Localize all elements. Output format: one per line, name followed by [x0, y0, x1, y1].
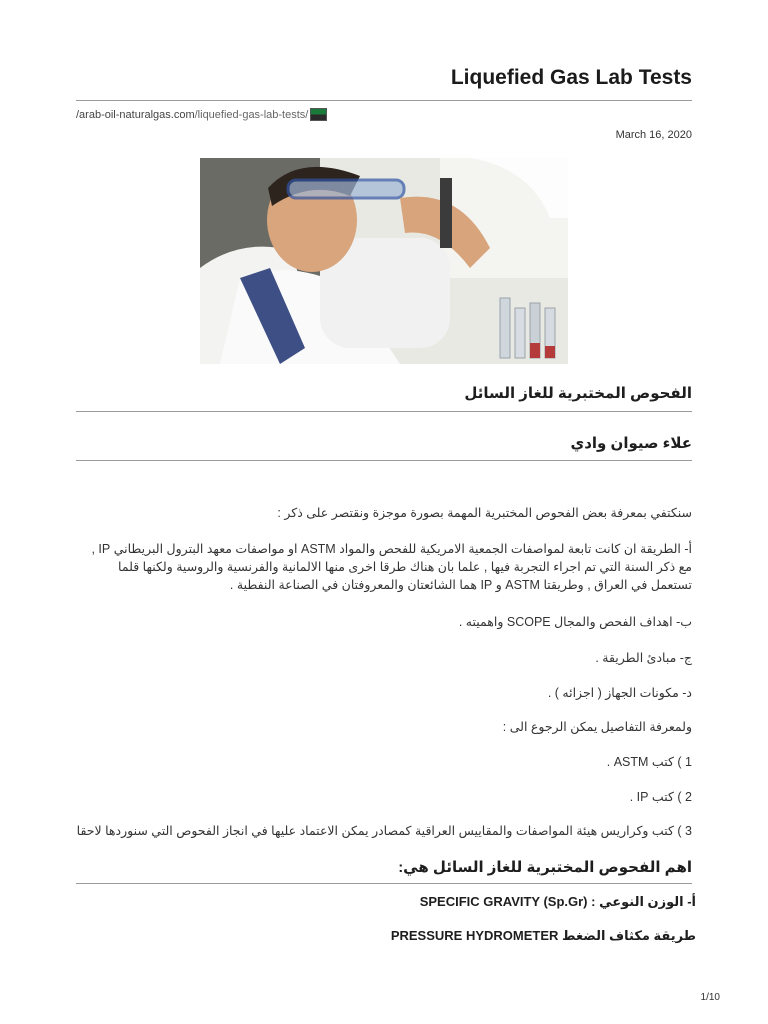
flag-icon — [310, 108, 327, 121]
author-name: علاء صيوان وادي — [570, 435, 692, 452]
lab-photo-illustration — [200, 158, 568, 364]
url-path: /liquefied-gas-lab-tests/ — [194, 108, 309, 121]
heading-divider — [76, 411, 692, 412]
source-url[interactable] — [76, 108, 327, 121]
reference-1: 1 ) كتب ASTM . — [606, 755, 692, 769]
intro-text: سنكتفي بمعرفة بعض الفحوص المختبرية المهمة بصورة موجزة ونقتصر على ذكر : — [277, 506, 692, 520]
page-number: 1/10 — [700, 992, 720, 1003]
reference-3: 3 ) كتب وكراريس هيئة المواصفات والمقاييس العراقية كمصادر يمكن الاعتماد عليها في انجاز الفحوص التي سنوردها لاحقا — [76, 824, 692, 838]
refer-intro-text: ولمعرفة التفاصيل يمكن الرجوع الى : — [502, 720, 692, 734]
lab-technician-photo — [200, 158, 568, 364]
item-a-text: أ- الطريقة ان كانت تابعة لمواصفات الجمعية الامريكية للفحص والمواد ASTM او مواصفات معهد البترول البريطاني IP , مع ذكر السنة التي تم اجراء التجربة فيها , علما بان هناك طرقا اخرى منها الالمانية والفرنسية والروسية ولكنها قلما تستعمل في العراق , وطريقتا ASTM و IP هما الشائعتان والمعروفتان في الصناعة النفطية . — [91, 542, 692, 592]
page-title: Liquefied Gas Lab Tests — [450, 66, 692, 89]
reference-2: 2 ) كتب IP . — [629, 790, 692, 804]
item-d-text: د- مكونات الجهاز ( اجزائه ) . — [547, 686, 692, 700]
article-heading: الفحوص المختبرية للغاز السائل — [464, 385, 692, 402]
tests-heading: اهم الفحوص المختبرية للغاز السائل هي: — [398, 859, 692, 876]
test-a-method: طريقة مكثاف الضغط PRESSURE HYDROMETER — [390, 928, 696, 943]
publish-date: March 16, 2020 — [615, 129, 692, 141]
tests-divider — [76, 883, 692, 884]
test-a-specific-gravity: أ- الوزن النوعي : SPECIFIC GRAVITY (Sp.Gr) — [419, 894, 696, 909]
title-divider — [76, 100, 692, 101]
url-domain: /arab-oil-naturalgas.com — [76, 108, 195, 121]
author-divider — [76, 460, 692, 461]
item-c-text: ج- مبادئ الطريقة . — [595, 651, 692, 665]
item-b-text: ب- اهداف الفحص والمجال SCOPE واهميته . — [458, 615, 692, 629]
